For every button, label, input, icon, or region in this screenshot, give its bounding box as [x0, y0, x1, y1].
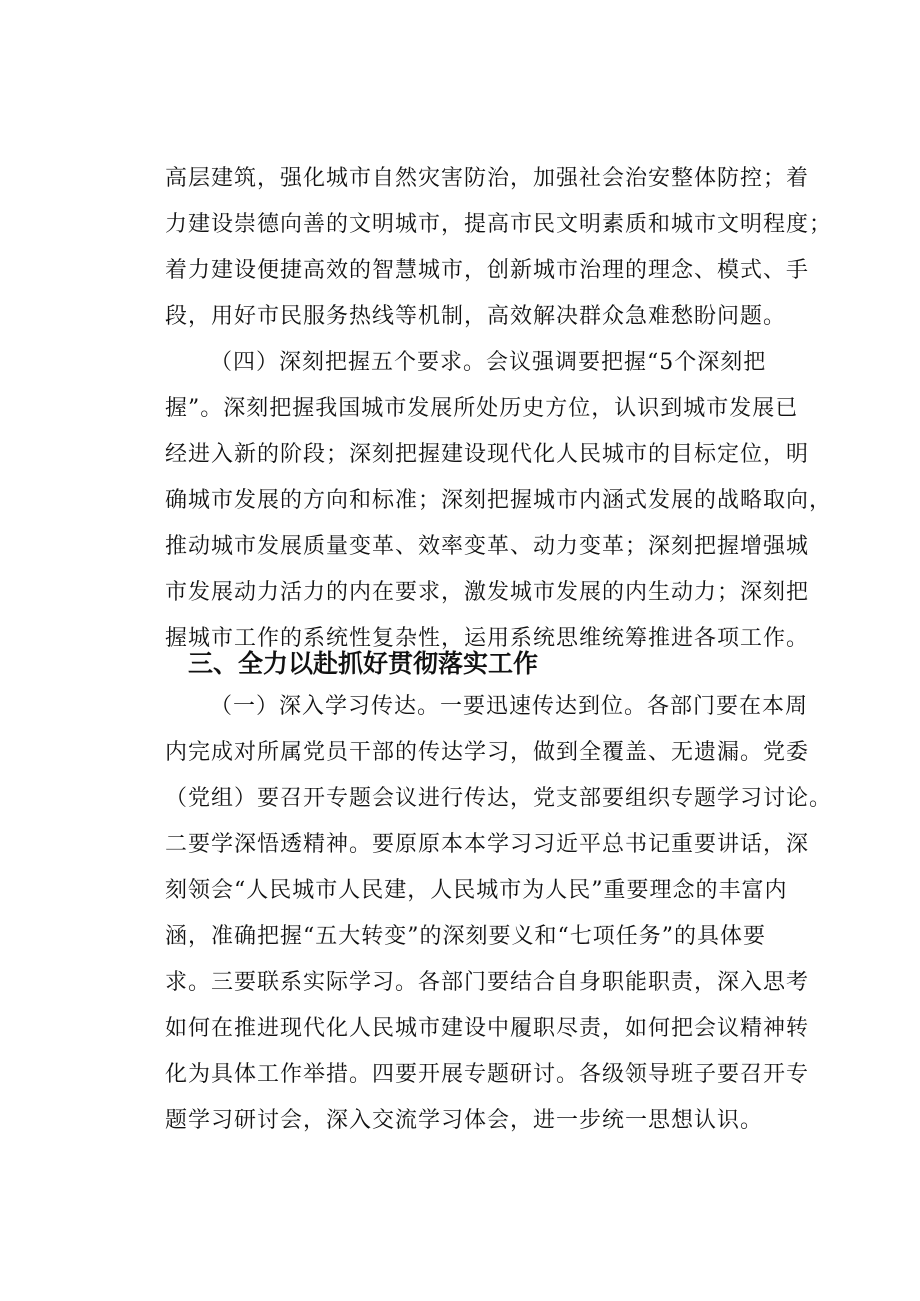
section-heading: 三、全力以赴抓好贯彻落实工作 — [188, 649, 539, 678]
text-line: 推动城市发展质量变革、效率变革、动力变革；深刻把握增强城 — [165, 534, 810, 559]
text-line: 确城市发展的方向和标准；深刻把握城市内涵式发展的战略取向， — [165, 488, 833, 513]
text-line: 求。三要联系实际学习。各部门要结合自身职能职责，深入思考 — [165, 970, 810, 995]
text-line: 如何在推进现代化人民城市建设中履职尽责，如何把会议精神转 — [165, 1016, 810, 1041]
paragraph-first-line: （一）深入学习传达。一要迅速传达到位。各部门要在本周 — [210, 694, 809, 719]
text-line: 高层建筑，强化城市自然灾害防治，加强社会治安整体防控；着 — [165, 166, 810, 191]
text-line: 二要学深悟透精神。要原原本本学习习近平总书记重要讲话，深 — [165, 832, 810, 857]
text-line: 刻领会“人民城市人民建，人民城市为人民”重要理念的丰富内 — [165, 878, 788, 903]
text-line: 力建设崇德向善的文明城市，提高市民文明素质和城市文明程度； — [165, 212, 833, 237]
text-line: 涵，准确把握“五大转变”的深刻要义和“七项任务”的具体要 — [165, 924, 766, 949]
text-line: （党组）要召开专题会议进行传达，党支部要组织专题学习讨论。 — [165, 786, 833, 811]
text-line: 市发展动力活力的内在要求，激发城市发展的内生动力；深刻把 — [165, 580, 810, 605]
text-line: 内完成对所属党员干部的传达学习，做到全覆盖、无遗漏。党委 — [165, 740, 810, 765]
text-line: 题学习研讨会，深入交流学习体会，进一步统一思想认识。 — [165, 1108, 764, 1133]
text-line: 段，用好市民服务热线等机制，高效解决群众急难愁盼问题。 — [165, 304, 787, 329]
text-line: 经进入新的阶段；深刻把握建设现代化人民城市的目标定位，明 — [165, 442, 810, 467]
text-line: 化为具体工作举措。四要开展专题研讨。各级领导班子要召开专 — [165, 1062, 810, 1087]
paragraph-first-line: （四）深刻把握五个要求。会议强调要把握“5个深刻把 — [210, 350, 767, 375]
text-line: 握城市工作的系统性复杂性，运用系统思维统筹推进各项工作。 — [165, 626, 810, 651]
text-line: 着力建设便捷高效的智慧城市，创新城市治理的理念、模式、手 — [165, 258, 810, 283]
text-line: 握”。深刻把握我国城市发展所处历史方位，认识到城市发展已 — [165, 396, 799, 421]
